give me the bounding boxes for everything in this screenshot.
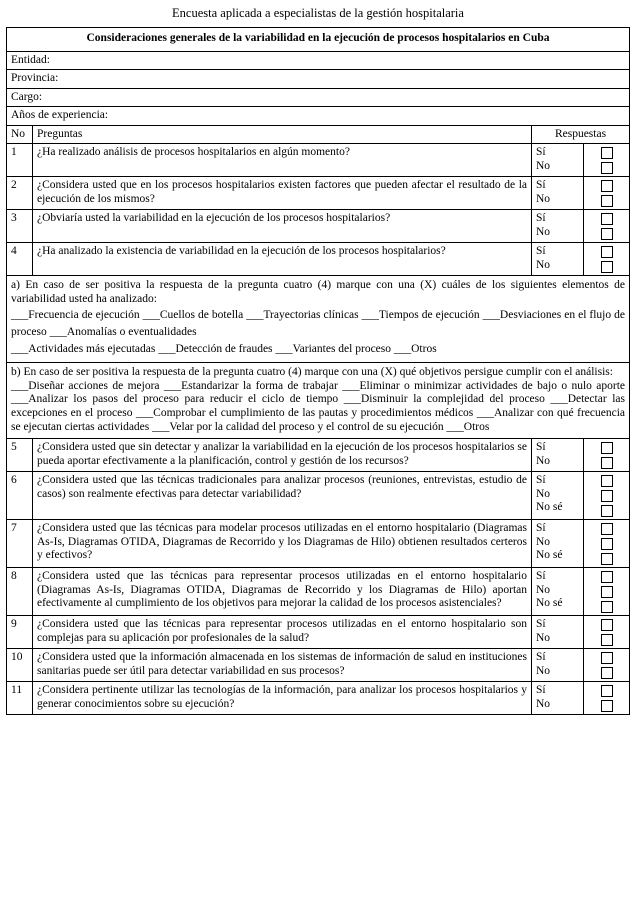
question-number: 2 bbox=[7, 177, 33, 210]
checkbox-no[interactable] bbox=[601, 490, 613, 502]
answer-checkboxes bbox=[584, 616, 630, 649]
field-provincia[interactable]: Provincia: bbox=[7, 70, 630, 89]
answer-checkboxes bbox=[584, 472, 630, 520]
checkbox-no[interactable] bbox=[601, 586, 613, 598]
field-row-experiencia bbox=[7, 107, 630, 126]
answer-label-nose: No sé bbox=[536, 597, 563, 610]
question-text: ¿Ha realizado análisis de procesos hospitalarios en algún momento? bbox=[33, 144, 532, 177]
answer-label-si: Sí bbox=[536, 684, 546, 697]
checkbox-si[interactable] bbox=[601, 523, 613, 535]
answer-labels bbox=[532, 439, 584, 472]
answer-labels bbox=[532, 177, 584, 210]
field-row-cargo bbox=[7, 88, 630, 107]
table-row bbox=[7, 439, 630, 472]
answer-label-si: Sí bbox=[536, 212, 546, 225]
checkbox-no[interactable] bbox=[601, 700, 613, 712]
question-number: 8 bbox=[7, 568, 33, 616]
checkbox-nose[interactable] bbox=[601, 505, 613, 517]
answer-checkboxes bbox=[584, 144, 630, 177]
question-number: 3 bbox=[7, 210, 33, 243]
answer-label-si: Sí bbox=[536, 618, 546, 631]
checkbox-no[interactable] bbox=[601, 195, 613, 207]
table-row bbox=[7, 568, 630, 616]
answer-label-no: No bbox=[536, 631, 551, 644]
table-row bbox=[7, 210, 630, 243]
answer-labels bbox=[532, 649, 584, 682]
answer-label-no: No bbox=[536, 697, 551, 710]
question-number: 9 bbox=[7, 616, 33, 649]
answer-label-no: No bbox=[536, 535, 551, 548]
answer-checkboxes bbox=[584, 177, 630, 210]
answer-label-no: No bbox=[536, 454, 551, 467]
field-cargo[interactable]: Cargo: bbox=[7, 88, 630, 107]
question-number: 5 bbox=[7, 439, 33, 472]
checkbox-no[interactable] bbox=[601, 634, 613, 646]
section-b-line-1[interactable]: ___Diseñar acciones de mejora ___Estandarizar la forma de trabajar ___Eliminar o minimizar actividades de bajo o nulo aporte ___Analizar los pasos del proceso para reducir el ciclo de tiempo ___Disminuir la complejidad del proceso ___Detectar las excepciones en el proceso ___Comprobar el cumplimiento de las pautas y procedimientos médicos ___Analizar con qué frecuencia se ejecutan ciertas actividades ___Velar por la calidad del proceso y el control de su ejecución ___Otros bbox=[11, 379, 625, 433]
answer-checkboxes bbox=[584, 520, 630, 568]
question-text: ¿Considera usted que las técnicas para representar procesos utilizadas en el entorno hospitalario son complejas para su aplicación por profesionales de la salud? bbox=[33, 616, 532, 649]
answer-label-no: No bbox=[536, 159, 551, 172]
answer-labels bbox=[532, 243, 584, 276]
question-number: 7 bbox=[7, 520, 33, 568]
checkbox-si[interactable] bbox=[601, 246, 613, 258]
answer-labels bbox=[532, 144, 584, 177]
section-b bbox=[7, 363, 630, 439]
checkbox-nose[interactable] bbox=[601, 553, 613, 565]
checkbox-si[interactable] bbox=[601, 685, 613, 697]
question-text: ¿Considera pertinente utilizar las tecnologías de la información, para analizar los procesos hospitalarios y generar conocimientos sobre su ejecución? bbox=[33, 682, 532, 715]
question-number: 11 bbox=[7, 682, 33, 715]
header-respuestas: Respuestas bbox=[532, 125, 630, 144]
checkbox-si[interactable] bbox=[601, 147, 613, 159]
answer-label-no: No bbox=[536, 225, 551, 238]
document-header: Encuesta aplicada a especialistas de la gestión hospitalaria bbox=[172, 6, 464, 20]
question-text: ¿Considera usted que las técnicas para modelar procesos utilizadas en el entorno hospitalario (Diagramas As-Is, Diagramas OTIDA, Diagramas de Recorrido y los Diagramas de Hilo) obtienen resultados certeros y efectivos? bbox=[33, 520, 532, 568]
question-text: ¿Considera usted que las técnicas tradicionales para analizar procesos (reuniones, entrevistas, estudio de casos) son realmente efectivas para detectar variabilidad? bbox=[33, 472, 532, 520]
table-row bbox=[7, 177, 630, 210]
answer-label-no: No bbox=[536, 664, 551, 677]
table-header-row bbox=[7, 125, 630, 144]
field-anos-experiencia[interactable]: Años de experiencia: bbox=[7, 107, 630, 126]
checkbox-si[interactable] bbox=[601, 652, 613, 664]
field-row-entidad bbox=[7, 51, 630, 70]
question-text: ¿Obviaría usted la variabilidad en la ejecución de los procesos hospitalarios? bbox=[33, 210, 532, 243]
table-row bbox=[7, 520, 630, 568]
checkbox-no[interactable] bbox=[601, 261, 613, 273]
answer-label-no: No bbox=[536, 258, 551, 271]
header-preguntas: Preguntas bbox=[33, 125, 532, 144]
checkbox-si[interactable] bbox=[601, 213, 613, 225]
checkbox-no[interactable] bbox=[601, 228, 613, 240]
checkbox-si[interactable] bbox=[601, 619, 613, 631]
answer-label-si: Sí bbox=[536, 179, 546, 192]
answer-label-si: Sí bbox=[536, 651, 546, 664]
checkbox-si[interactable] bbox=[601, 571, 613, 583]
answer-labels bbox=[532, 568, 584, 616]
answer-label-nose: No sé bbox=[536, 549, 563, 562]
checkbox-no[interactable] bbox=[601, 667, 613, 679]
survey-table bbox=[6, 27, 630, 715]
question-text: ¿Considera usted que las técnicas para representar procesos utilizadas en el entorno hospitalario (Diagramas As-Is, Diagramas OTIDA, Diagramas de Recorrido y los Diagramas de Hilo) aportan efectivamente al cumplimiento de los objetivos para mejorar la calidad de los procesos asistenciales? bbox=[33, 568, 532, 616]
checkbox-si[interactable] bbox=[601, 475, 613, 487]
answer-labels bbox=[532, 616, 584, 649]
checkbox-no[interactable] bbox=[601, 162, 613, 174]
section-b-row bbox=[7, 363, 630, 439]
section-a-line-1[interactable]: ___Frecuencia de ejecución ___Cuellos de botella ___Trayectorias clínicas ___Tiempos de ejecución ___Desviaciones en el flujo de proceso ___Anomalías o eventualidades bbox=[11, 308, 625, 338]
question-number: 6 bbox=[7, 472, 33, 520]
answer-label-nose: No sé bbox=[536, 501, 563, 514]
answer-checkboxes bbox=[584, 439, 630, 472]
field-row-provincia bbox=[7, 70, 630, 89]
answer-label-si: Sí bbox=[536, 474, 546, 487]
answer-checkboxes bbox=[584, 682, 630, 715]
title-row bbox=[7, 28, 630, 52]
section-a bbox=[7, 276, 630, 363]
answer-checkboxes bbox=[584, 243, 630, 276]
answer-label-no: No bbox=[536, 583, 551, 596]
section-a-row bbox=[7, 276, 630, 363]
checkbox-si[interactable] bbox=[601, 442, 613, 454]
checkbox-no[interactable] bbox=[601, 538, 613, 550]
section-a-line-2[interactable]: ___Actividades más ejecutadas ___Detección de fraudes ___Variantes del proceso ___Otros bbox=[11, 343, 437, 355]
question-text: ¿Considera usted que en los procesos hospitalarios existen factores que pueden afectar el resultado de la ejecución de los mismos? bbox=[33, 177, 532, 210]
table-row bbox=[7, 682, 630, 715]
question-number: 10 bbox=[7, 649, 33, 682]
section-a-intro: a) En caso de ser positiva la respuesta de la pregunta cuatro (4) marque con una (X) cuáles de los siguientes elementos de variabilidad usted ha analizado: bbox=[11, 279, 625, 305]
checkbox-si[interactable] bbox=[601, 180, 613, 192]
question-text: ¿Considera usted que la información almacenada en los sistemas de información de salud en instituciones sanitarias puede ser útil para detectar variabilidad en sus procesos? bbox=[33, 649, 532, 682]
table-row bbox=[7, 472, 630, 520]
section-b-intro: b) En caso de ser positiva la respuesta de la pregunta cuatro (4) marque con una (X) qué objetivos persigue cumplir con el análisis: bbox=[11, 366, 613, 379]
checkbox-no[interactable] bbox=[601, 457, 613, 469]
answer-label-si: Sí bbox=[536, 146, 546, 159]
answer-label-no: No bbox=[536, 487, 551, 500]
answer-labels bbox=[532, 682, 584, 715]
table-row bbox=[7, 144, 630, 177]
table-row bbox=[7, 649, 630, 682]
answer-label-si: Sí bbox=[536, 441, 546, 454]
answer-label-si: Sí bbox=[536, 570, 546, 583]
question-text: ¿Ha analizado la existencia de variabilidad en la ejecución de los procesos hospitalarios? bbox=[33, 243, 532, 276]
answer-checkboxes bbox=[584, 649, 630, 682]
question-number: 1 bbox=[7, 144, 33, 177]
table-row bbox=[7, 616, 630, 649]
answer-checkboxes bbox=[584, 210, 630, 243]
answer-labels bbox=[532, 520, 584, 568]
answer-label-no: No bbox=[536, 192, 551, 205]
question-text: ¿Considera usted que sin detectar y analizar la variabilidad en la ejecución de los procesos hospitalarios se pueda aportar efectivamente a la planificación, control y gestión de los recursos? bbox=[33, 439, 532, 472]
field-entidad[interactable]: Entidad: bbox=[7, 51, 630, 70]
question-number: 4 bbox=[7, 243, 33, 276]
page-title: Consideraciones generales de la variabilidad en la ejecución de procesos hospitalarios en Cuba bbox=[7, 28, 630, 52]
answer-checkboxes bbox=[584, 568, 630, 616]
answer-labels bbox=[532, 210, 584, 243]
answer-label-si: Sí bbox=[536, 245, 546, 258]
checkbox-nose[interactable] bbox=[601, 601, 613, 613]
answer-label-si: Sí bbox=[536, 522, 546, 535]
answer-labels bbox=[532, 472, 584, 520]
table-row bbox=[7, 243, 630, 276]
header-no: No bbox=[7, 125, 33, 144]
